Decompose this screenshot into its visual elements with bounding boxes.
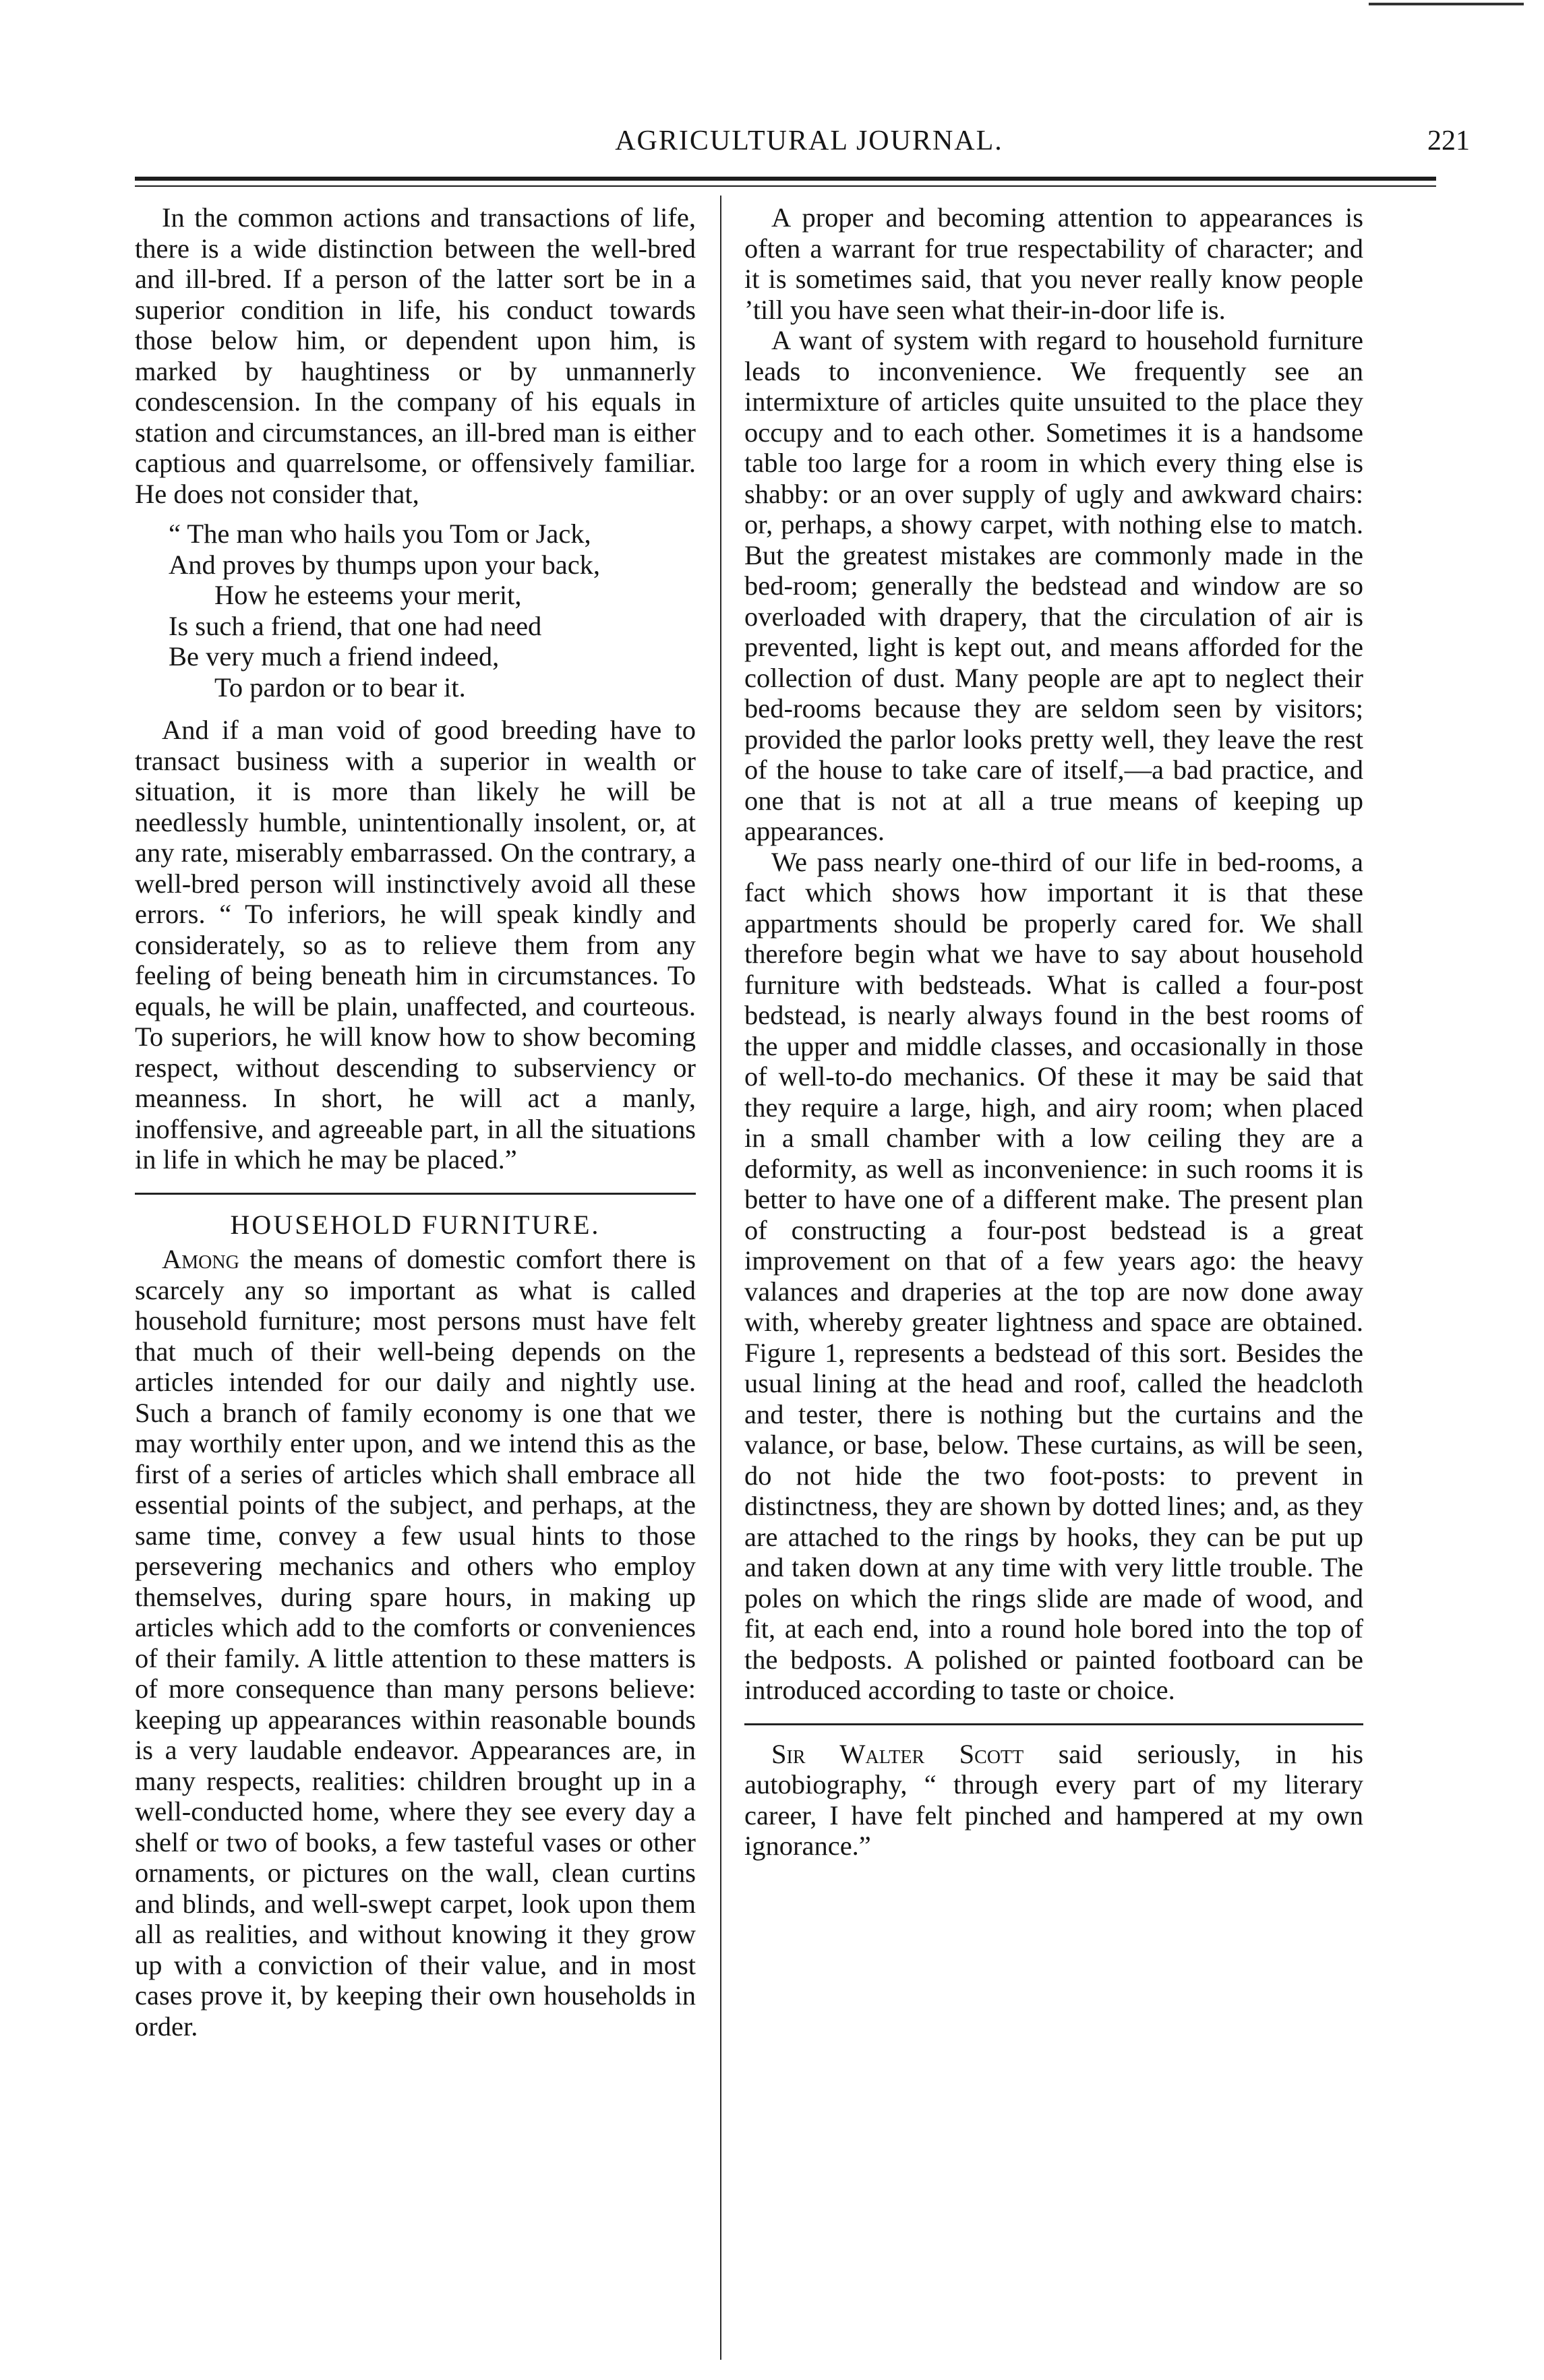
- header-rule-thin: [135, 185, 1436, 187]
- verse-line: Is such a friend, that one had need: [169, 610, 542, 641]
- left-paragraph-1: In the common actions and transactions of life, there is a wide distinction between the well-bred and ill-bred. If a person of the latter sort be in a superior condition in life, his conduct towards those below him, or dependent upon him, is marked by haughtiness or by unmannerly condescension. In the company of his equals in station and circumstances, an ill-bred man is either captious and quarrelsome, or offensively familiar. He does not consider that,: [135, 202, 696, 509]
- verse-line: Be very much a friend indeed,: [169, 641, 500, 672]
- left-paragraph-3: [135, 1244, 696, 2042]
- left-column: [135, 202, 696, 2042]
- right-paragraph-3: We pass nearly one-third of our life in bed-rooms, a fact which shows how important it is that these appartments should be properly cared for. We shall therefore begin what we have to say about household furniture with bedsteads. What is called a four-post bedstead, is nearly always found in the best rooms of the upper and middle classes, and occasionally in those of well-to-do mechanics. Of these it may be said that they require a large, high, and airy room; when placed in a small chamber with a low ceiling they are a deformity, as well as inconvenience: in such rooms it is better to have one of a different make. The present plan of constructing a four-post bedstead is a great improvement on that of a few years ago: the heavy valances and draperies at the top are now done away with, whereby greater lightness and space are obtained. Figure 1, represents a bedstead of this sort. Besides the usual lining at the head and roof, called the headcloth and tester, there is nothing but the curtains and the valance, or base, below. These curtains, as will be seen, do not hide the two foot-posts: to prevent in distinctness, they are shown by dotted lines; and, as they are attached to the rings by hooks, they can be put up and taken down at any time with very little trouble. The poles on which the rings slide are made of wood, and fit, at each end, into a round hole bored into the top of the bedposts. A polished or painted footboard can be introduced according to taste or choice.: [744, 846, 1363, 1705]
- section-divider: [135, 1193, 696, 1195]
- page-number: 221: [1427, 125, 1470, 156]
- right-column: [744, 202, 1363, 1862]
- drop-lead-word: Among: [162, 1244, 239, 1274]
- right-paragraph-1: A proper and becoming attention to appearances is often a warrant for true respectability of character; and it is sometimes said, that you never really know people ’till you have seen what their-in-door life is.: [744, 202, 1363, 325]
- scott-text: said seriously, in his autobiography, “ through every part of my literary career, I have felt pinched and hampered at my own ignorance.”: [744, 1738, 1363, 1861]
- verse-line: To pardon or to bear it.: [214, 672, 466, 703]
- verse-line: How he esteems your merit,: [214, 580, 522, 610]
- running-title: AGRICULTURAL JOURNAL.: [615, 125, 1003, 156]
- header-rule-thick: [135, 177, 1436, 181]
- running-head: [148, 125, 1470, 165]
- scott-name: Sir Walter Scott: [771, 1738, 1024, 1769]
- right-paragraph-2: A want of system with regard to household furniture leads to inconvenience. We frequently see an intermixture of articles quite unsuited to the place they occupy and to each other. Sometimes it is a handsome table too large for a room in which every thing else is shabby: or an over supply of ugly and awkward chairs: or, perhaps, a showy carpet, with nothing else to match. But the greatest mistakes are commonly made in the bed-room; generally the bedstead and window are so overloaded with drapery, that the circulation of air is prevented, light is kept out, and means afforded for the collection of dust. Many people are apt to neglect their bed-rooms because they are seldom seen by visitors; provided the parlor looks pretty well, they leave the rest of the house to take care of itself,—a bad practice, and one that is not at all a true means of keeping up appearances.: [744, 325, 1363, 846]
- scott-paragraph: [744, 1739, 1363, 1862]
- verse-quote: [169, 518, 696, 703]
- left-paragraph-2: And if a man void of good breeding have to transact business with a superior in wealth or situation, it is more than likely he will be needlessly humble, unintentionally insolent, or, at any rate, miserably embarrassed. On the contrary, a well-bred person will instinctively avoid all these errors. “ To inferiors, he will speak kindly and considerately, so as to relieve them from any feeling of being beneath him in circumstances. To equals, he will be plain, unaffected, and courteous. To superiors, he will know how to show becoming respect, without descending to subserviency or meanness. In short, he will act a manly, inoffensive, and agreeable part, in all the situations in life in which he may be placed.”: [135, 715, 696, 1174]
- left-paragraph-3-body: the means of domestic comfort there is scarcely any so important as what is called household furniture; most persons must have felt that much of their well-being depends on the articles intended for our daily and nightly use. Such a branch of family economy is one that we may worthily enter upon, and we intend this as the first of a series of articles which shall embrace all essential points of the subject, and perhaps, at the same time, convey a few usual hints to those persevering mechanics and others who employ themselves, during spare hours, in making up articles which add to the comforts or conveniences of their family. A little attention to these matters is of more consequence than many persons believe: keeping up appearances within reasonable bounds is a very laudable endeavor. Appearances are, in many respects, realities: children brought up in a well-conducted home, where they see every day a shelf or two of books, a few tasteful vases or other ornaments, or pictures on the wall, clean curtins and blinds, and well-swept carpet, look upon them all as realities, and without knowing it they grow up with a conviction of their value, and in most cases prove it, by keeping their own households in order.: [135, 1244, 696, 2042]
- column-divider: [720, 196, 721, 2360]
- verse-line: “ The man who hails you Tom or Jack,: [169, 518, 591, 549]
- corner-rule: [1369, 3, 1524, 5]
- verse-line: And proves by thumps upon your back,: [169, 549, 601, 580]
- section-heading: HOUSEHOLD FURNITURE.: [230, 1209, 601, 1240]
- section-divider: [744, 1723, 1363, 1725]
